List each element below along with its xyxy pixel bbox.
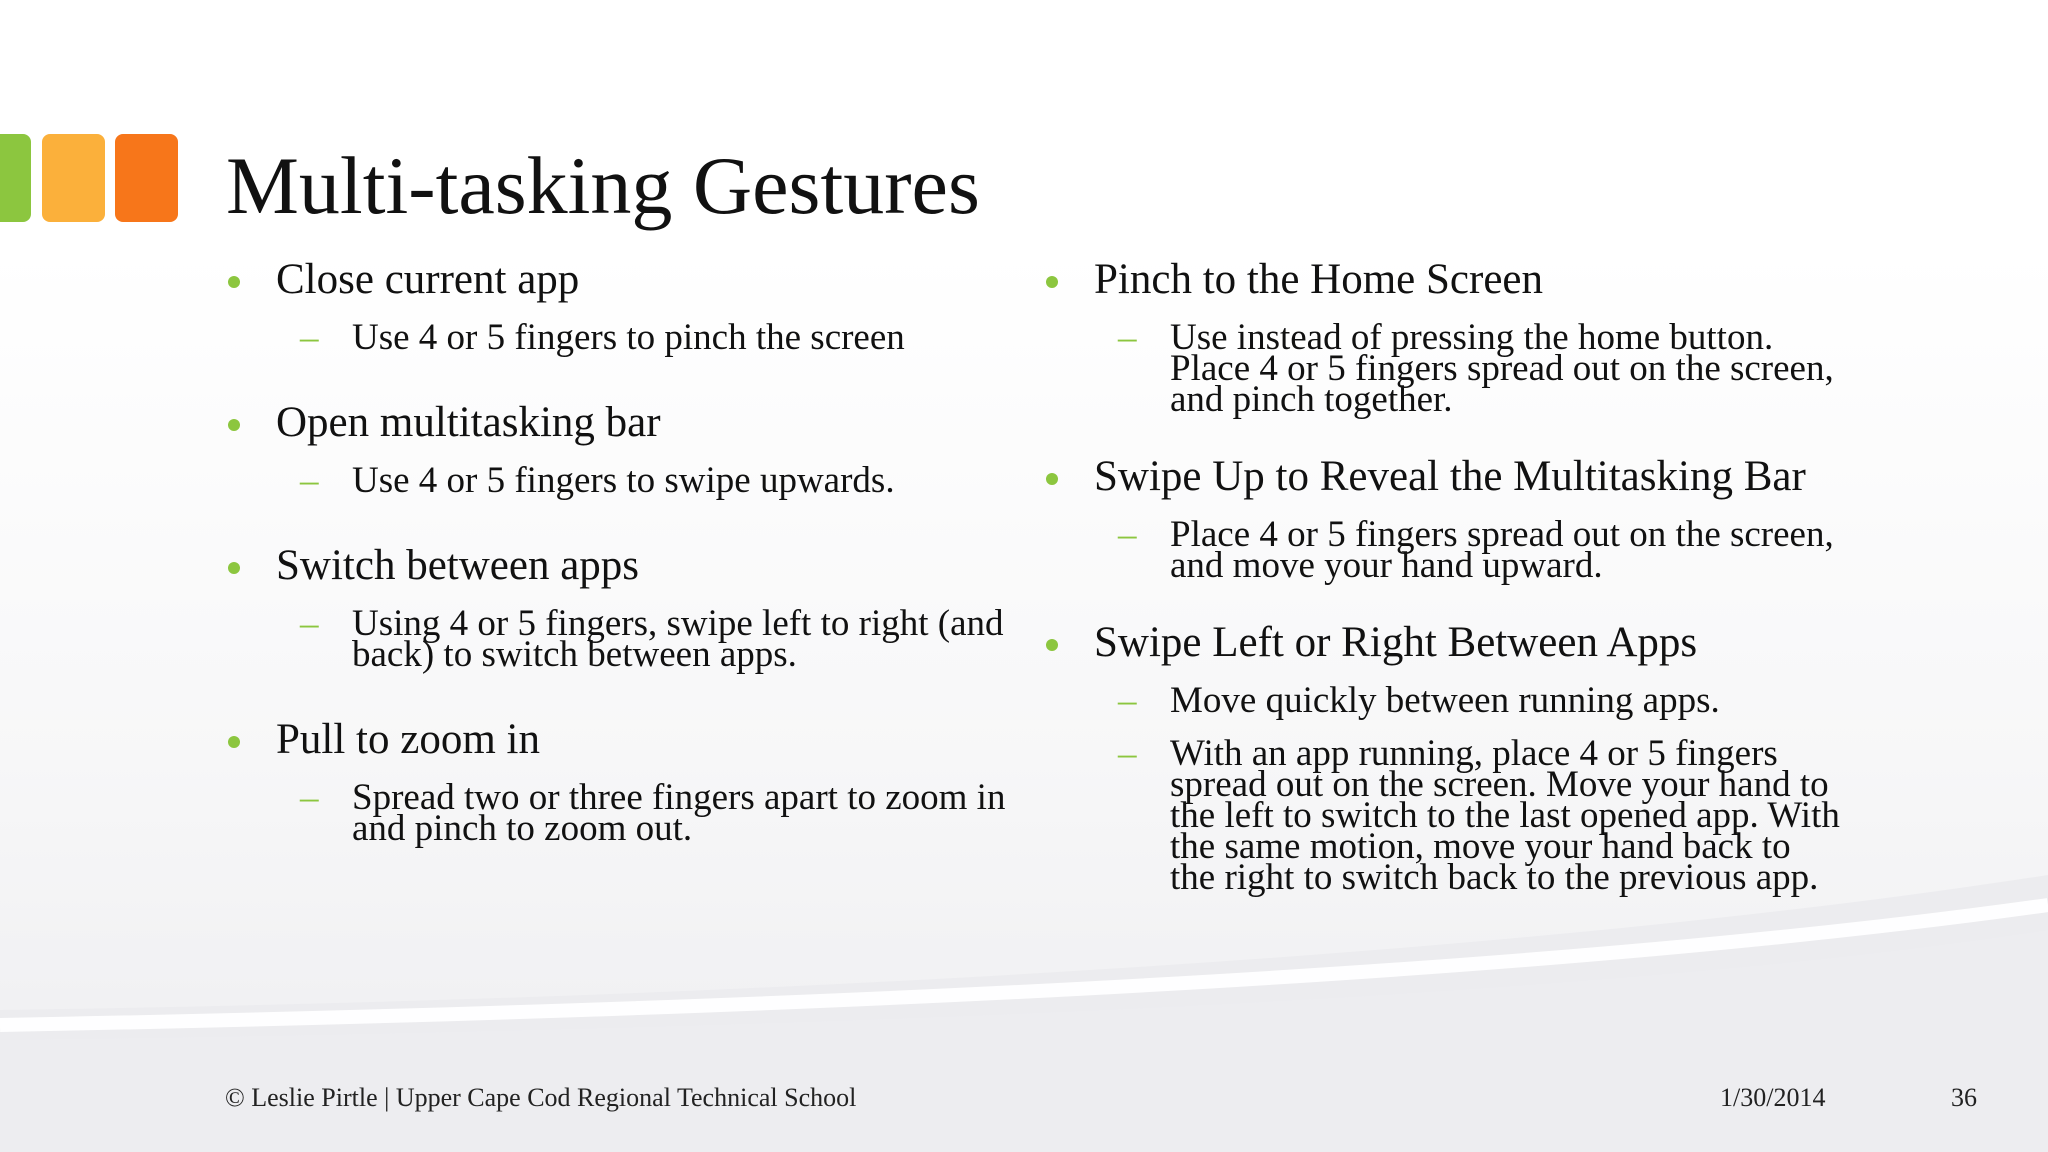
- dash-icon: –: [300, 777, 319, 818]
- dash-icon: –: [300, 603, 319, 644]
- footer-credit: © Leslie Pirtle | Upper Cape Cod Regional Technical School: [225, 1083, 857, 1112]
- sub-bullet-text: Use instead of pressing the home button. Place 4 or 5 fingers spread out on the screen, and pinch together.: [1170, 317, 1834, 420]
- sub-bullet-text: Use 4 or 5 fingers to swipe upwards.: [352, 460, 895, 501]
- sub-bullet-text: Place 4 or 5 fingers spread out on the screen, and move your hand upward.: [1170, 514, 1834, 586]
- bullet-item: [222, 716, 1022, 763]
- green-square: [0, 134, 31, 222]
- dash-icon: –: [300, 317, 319, 358]
- bullet-item: [222, 542, 1022, 589]
- sub-bullet-item: [222, 777, 1022, 849]
- sub-bullet-text: With an app running, place 4 or 5 fingers spread out on the screen. Move your hand to the left to switch to the last opened app. With the same motion, move your hand back to the right to switch back to the previous app.: [1170, 733, 1840, 898]
- logo-squares: [0, 134, 180, 222]
- dash-icon: –: [1118, 514, 1137, 555]
- bullet-heading: Swipe Up to Reveal the Multitasking Bar: [1094, 453, 1806, 500]
- bullet-dot-icon: [1046, 473, 1058, 485]
- orange-square: [115, 134, 178, 222]
- sub-bullet-item: [222, 460, 1022, 501]
- sub-bullet-item: [1040, 733, 1840, 898]
- bullet-heading: Switch between apps: [276, 542, 640, 589]
- sub-bullet-text: Move quickly between running apps.: [1170, 680, 1720, 721]
- yellow-square: [42, 134, 105, 222]
- dash-icon: –: [1118, 733, 1137, 774]
- bullet-dot-icon: [1046, 276, 1058, 288]
- bullet-item: [1040, 453, 1840, 500]
- bullet-dot-icon: [228, 276, 240, 288]
- footer-date: 1/30/2014: [1720, 1083, 1826, 1112]
- bullet-item: [222, 399, 1022, 446]
- sub-bullet-item: [1040, 680, 1840, 721]
- dash-icon: –: [300, 460, 319, 501]
- bullet-item: [1040, 256, 1840, 303]
- bullet-heading: Open multitasking bar: [276, 399, 661, 446]
- sub-bullet-text: Spread two or three fingers apart to zoom in and pinch to zoom out.: [352, 777, 1006, 849]
- sub-bullet-text: Using 4 or 5 fingers, swipe left to right (and back) to switch between apps.: [352, 603, 1004, 675]
- bullet-dot-icon: [228, 562, 240, 574]
- bullet-dot-icon: [228, 419, 240, 431]
- bullet-item: [222, 256, 1022, 303]
- sub-bullet-item: [1040, 514, 1840, 586]
- slide-title: Multi-tasking Gestures: [226, 140, 980, 231]
- dash-icon: –: [1118, 680, 1137, 721]
- bullet-dot-icon: [228, 736, 240, 748]
- bullet-heading: Pinch to the Home Screen: [1094, 256, 1544, 303]
- footer-page-number: 36: [1951, 1083, 1977, 1112]
- dash-icon: –: [1118, 317, 1137, 358]
- sub-bullet-item: [222, 603, 1022, 675]
- left-column: [222, 256, 1022, 849]
- bullet-dot-icon: [1046, 639, 1058, 651]
- sub-bullet-item: [222, 317, 1022, 358]
- bullet-item: [1040, 619, 1840, 666]
- bullet-heading: Pull to zoom in: [276, 716, 540, 763]
- sub-bullet-item: [1040, 317, 1840, 420]
- bullet-heading: Close current app: [276, 256, 580, 303]
- bullet-heading: Swipe Left or Right Between Apps: [1094, 619, 1698, 666]
- right-column: [1040, 256, 1840, 898]
- sub-bullet-text: Use 4 or 5 fingers to pinch the screen: [352, 317, 905, 358]
